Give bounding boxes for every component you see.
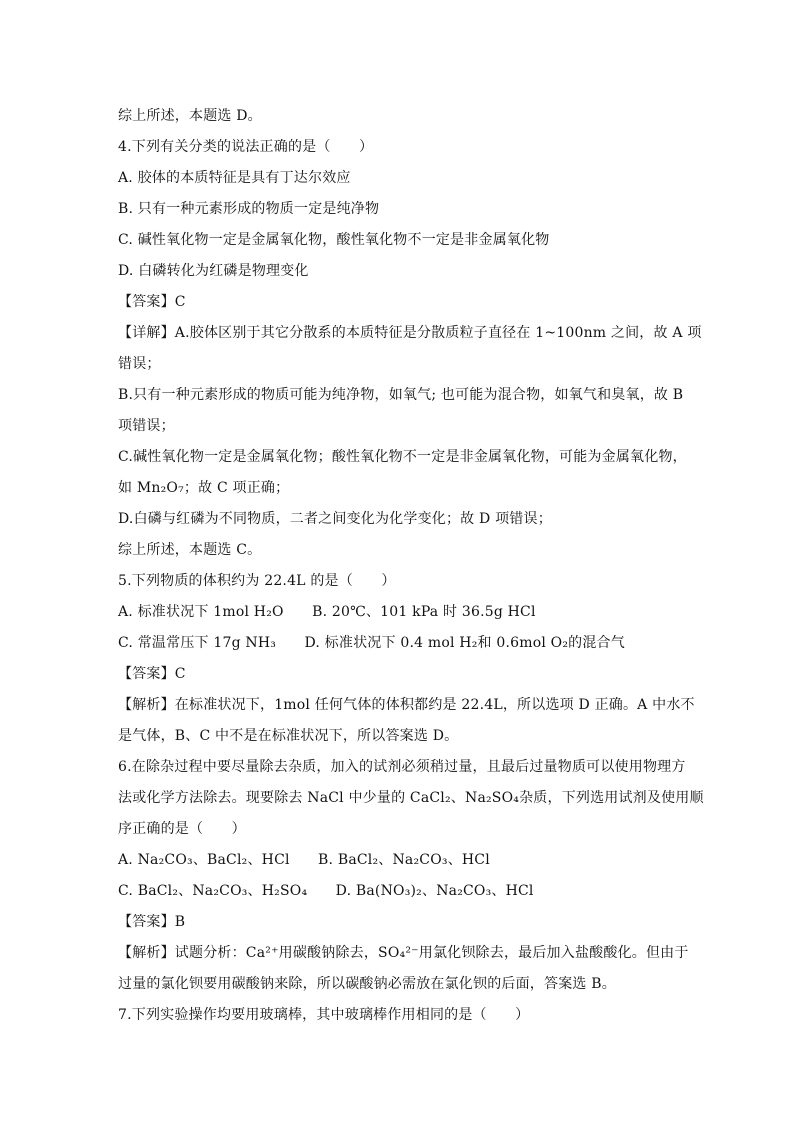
question-5-explanation-line: 是气体，B、C 中不是在标准状况下，所以答案选 D。: [118, 728, 459, 744]
question-5-stem: 5.下列物质的体积约为 22.4L 的是（ ）: [118, 573, 396, 589]
question-6-options-cd: C. BaCl₂、Na₂CO₃、H₂SO₄ D. Ba(NO₃)₂、Na₂CO₃、HCl: [118, 883, 534, 899]
question-6-options-ab: A. Na₂CO₃、BaCl₂、HCl B. BaCl₂、Na₂CO₃、HCl: [118, 852, 490, 868]
question-6-stem-line: 法或化学方法除去。现要除去 NaCl 中少量的 CaCl₂、Na₂SO₄杂质，下列选用试剂及使用顺: [118, 790, 704, 806]
question-4-explanation-line: B.只有一种元素形成的物质可能为纯净物，如氧气; 也可能为混合物，如氧气和臭氧，故 B: [118, 387, 684, 403]
summary-line: 综上所述，本题选 D。: [118, 108, 262, 124]
question-4-explanation-line: 错误；: [118, 356, 161, 372]
question-5-answer: 【答案】C: [118, 666, 186, 682]
question-4-stem: 4.下列有关分类的说法正确的是（ ）: [118, 139, 374, 155]
question-6-stem-line: 序正确的是（ ）: [118, 821, 246, 837]
question-6-stem-line: 6.在除杂过程中要尽量除去杂质，加入的试剂必须稍过量，且最后过量物质可以使用物理方: [118, 759, 686, 775]
document-page: [118, 101, 704, 1031]
question-4-option-c: C. 碱性氧化物一定是金属氧化物，酸性氧化物不一定是非金属氧化物: [118, 232, 550, 248]
question-6-explanation-line: 过量的氯化钡要用碳酸钠来除，所以碳酸钠必需放在氯化钡的后面，答案选 B。: [118, 976, 616, 992]
summary-line: 综上所述，本题选 C。: [118, 542, 262, 558]
question-5-options-ab: A. 标准状况下 1mol H₂O B. 20℃、101 kPa 时 36.5g HCl: [118, 604, 536, 620]
question-4-explanation-line: 如 Mn₂O₇；故 C 项正确；: [118, 480, 290, 496]
question-4-option-b: B. 只有一种元素形成的物质一定是纯净物: [118, 201, 380, 217]
question-4-answer: 【答案】C: [118, 294, 186, 310]
question-4-explanation-line: C.碱性氧化物一定是金属氧化物；酸性氧化物不一定是非金属氧化物，可能为金属氧化物，: [118, 449, 687, 465]
question-5-explanation-line: 【解析】在标准状况下，1mol 任何气体的体积都约是 22.4L，所以选项 D 正确。A 中水不: [118, 697, 695, 713]
question-4-option-d: D. 白磷转化为红磷是物理变化: [118, 263, 309, 279]
question-4-explanation-line: D.白磷与红磷为不同物质，二者之间变化为化学变化；故 D 项错误；: [118, 511, 552, 527]
question-4-explanation-line: 项错误；: [118, 418, 175, 434]
question-6-answer: 【答案】B: [118, 914, 186, 930]
question-6-explanation-line: 【解析】试题分析：Ca²⁺用碳酸钠除去，SO₄²⁻用氯化钡除去，最后加入盐酸酸化。但由于: [118, 945, 689, 961]
question-5-options-cd: C. 常温常压下 17g NH₃ D. 标准状况下 0.4 mol H₂和 0.6mol O₂的混合气: [118, 635, 625, 651]
question-4-explanation-line: 【详解】A.胶体区别于其它分散系的本质特征是分散质粒子直径在 1~100nm 之间，故 A 项: [118, 325, 702, 341]
question-4-option-a: A. 胶体的本质特征是具有丁达尔效应: [118, 170, 351, 186]
question-7-stem: 7.下列实验操作均要用玻璃棒，其中玻璃棒作用相同的是（ ）: [118, 1007, 530, 1023]
